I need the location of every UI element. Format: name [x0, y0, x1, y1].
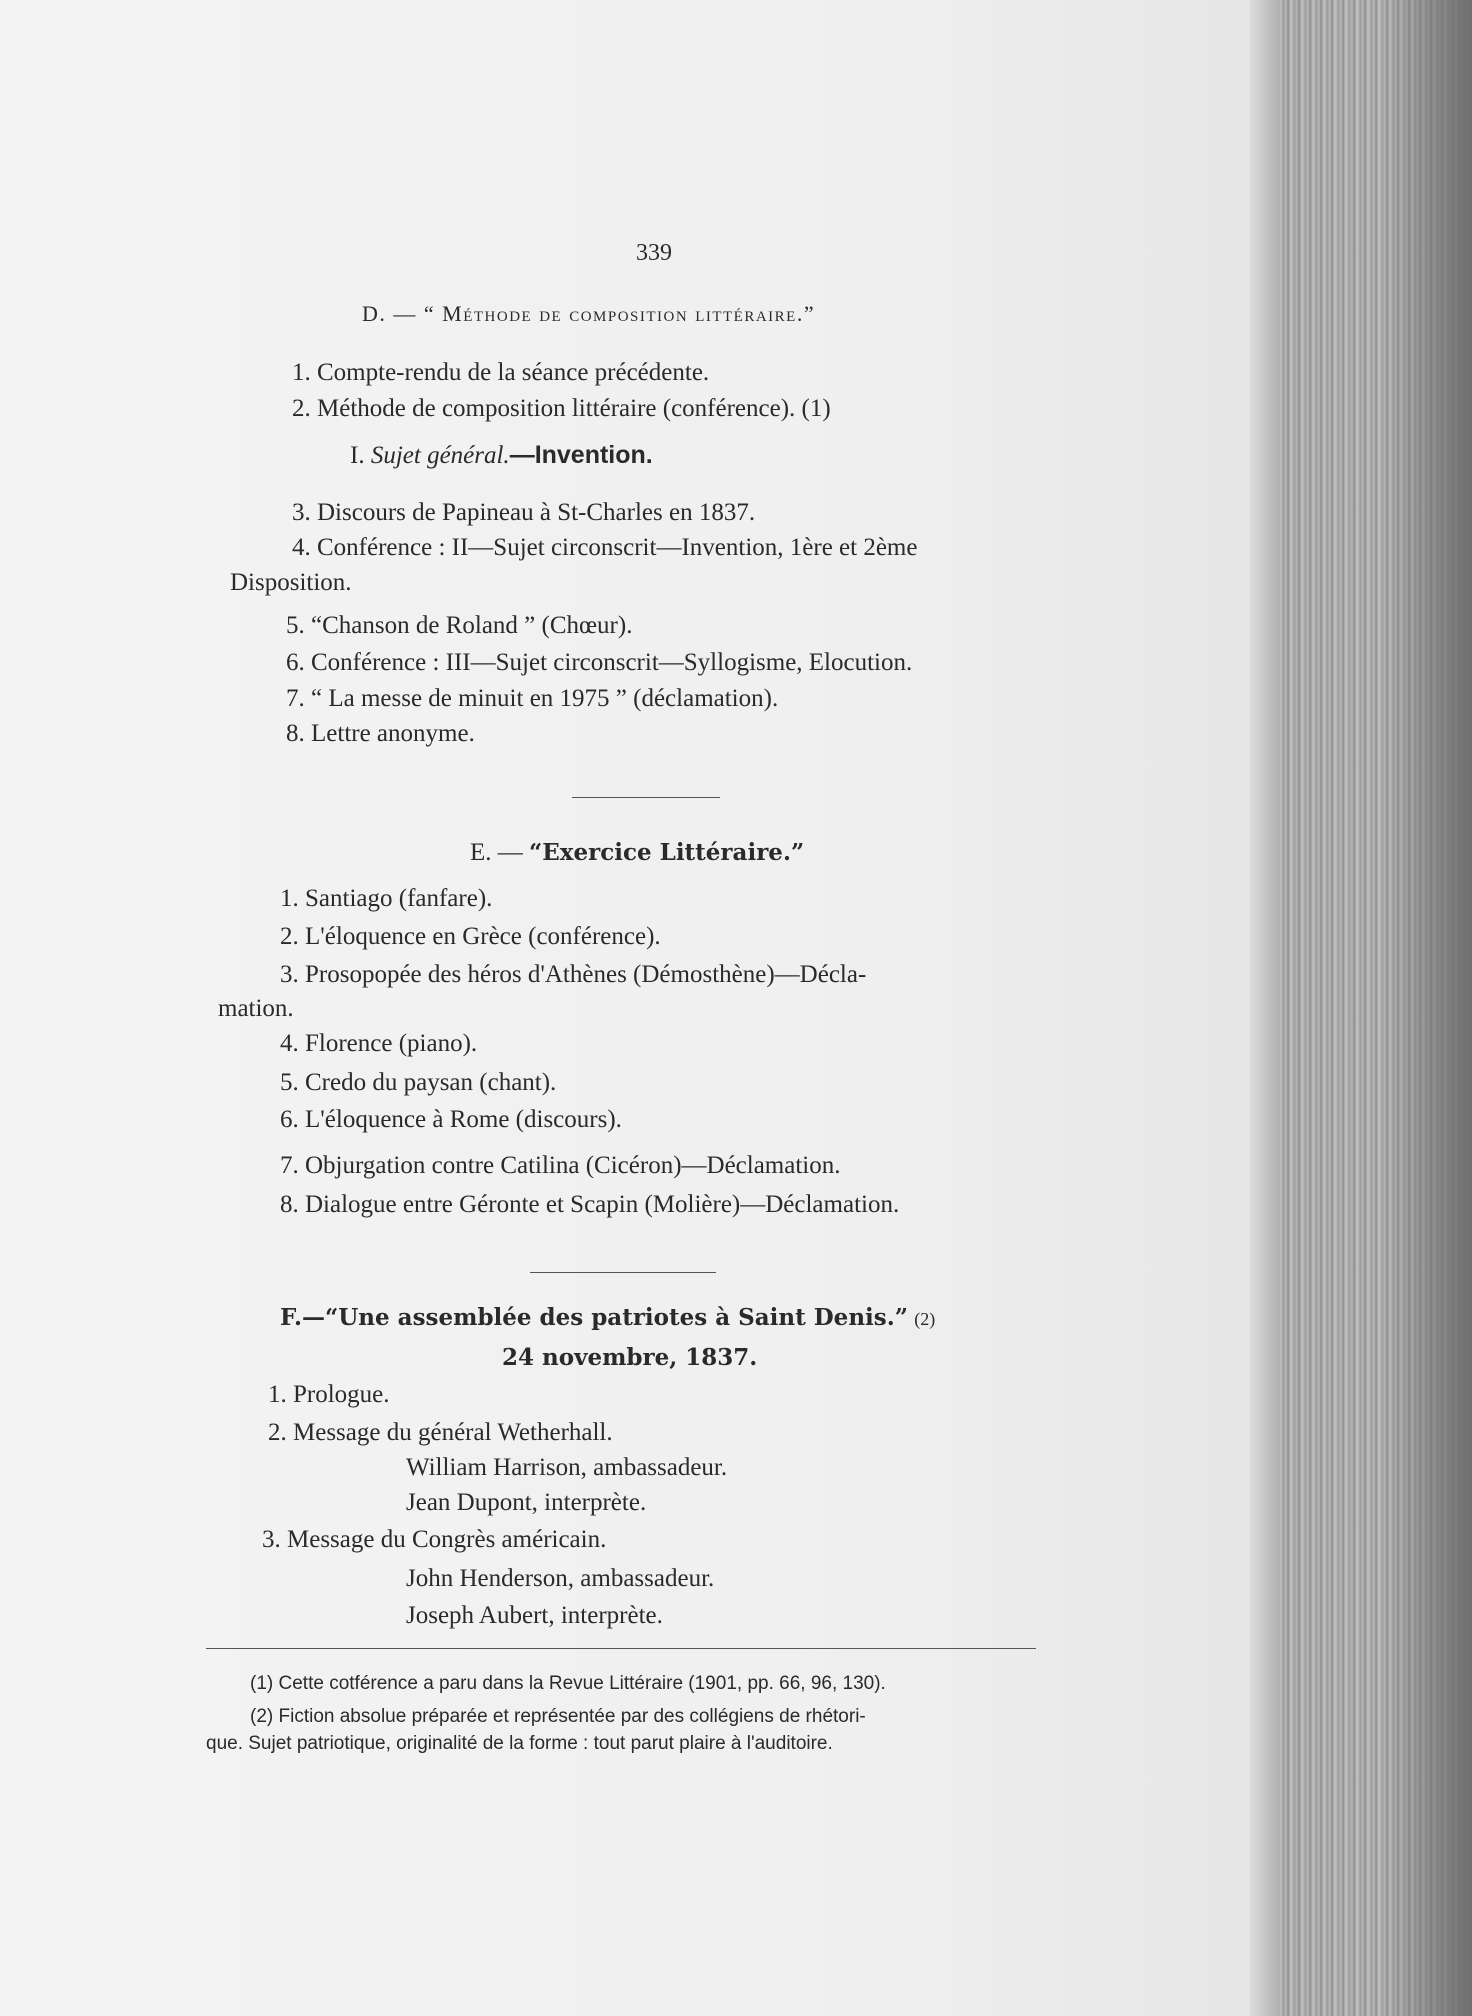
- footnote-2-cont: que. Sujet patriotique, originalité de la forme : tout parut plaire à l'auditoire.: [206, 1733, 833, 1754]
- sub-numeral: I.: [350, 442, 365, 469]
- section-d-item-1: 1. Compte-rendu de la séance précédente.: [292, 359, 710, 386]
- divider-1: [572, 797, 720, 798]
- footnote-rule: [206, 1648, 1036, 1649]
- section-f-item-2: 2. Message du général Wetherhall.: [268, 1419, 613, 1446]
- section-d-item-4: 4. Conférence : II—Sujet circonscrit—Invention, 1ère et 2ème: [292, 534, 918, 561]
- section-d-title: D. — “ Méthode de composition littéraire.”: [362, 301, 816, 326]
- section-e-item-3-cont: mation.: [218, 995, 294, 1022]
- section-e-title: [470, 840, 804, 865]
- section-e-prefix: E. —: [470, 839, 523, 866]
- footnote-1: (1) Cette cotférence a paru dans la Revue Littéraire (1901, pp. 66, 96, 130).: [250, 1673, 886, 1694]
- section-f-item-3-ambassador: John Henderson, ambassadeur.: [406, 1565, 715, 1592]
- section-d-item-4-cont: Disposition.: [230, 569, 352, 596]
- footnote-2: (2) Fiction absolue préparée et représentée par des collégiens de rhétori-: [250, 1706, 866, 1727]
- section-e-title-bold: “Exercice Littéraire.”: [529, 839, 805, 866]
- section-f-title-text: F.—“Une assemblée des patriotes à Saint Denis.”: [280, 1304, 908, 1331]
- section-e-item-6: 6. L'éloquence à Rome (discours).: [280, 1106, 622, 1133]
- divider-2: [530, 1272, 716, 1273]
- section-d-item-5: 5. “Chanson de Roland ” (Chœur).: [286, 612, 633, 639]
- sub-italic: Sujet général.: [370, 442, 510, 469]
- section-d-item-7: 7. “ La messe de minuit en 1975 ” (déclamation).: [286, 685, 779, 712]
- section-e-item-7: 7. Objurgation contre Catilina (Cicéron)—Déclamation.: [280, 1152, 841, 1179]
- section-d-item-3: 3. Discours de Papineau à St-Charles en 1837.: [292, 499, 756, 526]
- section-d-item-8: 8. Lettre anonyme.: [286, 720, 475, 747]
- section-d-item-2: 2. Méthode de composition littéraire (conférence). (1): [292, 395, 831, 422]
- section-f-item-2-interpreter: Jean Dupont, interprète.: [406, 1489, 647, 1516]
- section-e-item-3: 3. Prosopopée des héros d'Athènes (Démosthène)—Décla-: [280, 961, 867, 988]
- section-d-item-6: 6. Conférence : III—Sujet circonscrit—Syllogisme, Elocution.: [286, 649, 913, 676]
- section-e-item-4: 4. Florence (piano).: [280, 1030, 478, 1057]
- book-page-edges: [1250, 0, 1472, 2016]
- section-f-date: 24 novembre, 1837.: [502, 1344, 758, 1371]
- section-f-item-1: 1. Prologue.: [268, 1381, 390, 1408]
- section-e-item-8: 8. Dialogue entre Géronte et Scapin (Molière)—Déclamation.: [280, 1191, 900, 1218]
- section-f-title-note: (2): [914, 1309, 936, 1329]
- section-d-subheading: [350, 443, 653, 468]
- section-f-item-3-interpreter: Joseph Aubert, interprète.: [406, 1602, 663, 1629]
- section-e-item-5: 5. Credo du paysan (chant).: [280, 1069, 557, 1096]
- section-f-item-3: 3. Message du Congrès américain.: [262, 1526, 607, 1553]
- sub-bold: —Invention.: [509, 441, 653, 469]
- section-e-item-1: 1. Santiago (fanfare).: [280, 885, 493, 912]
- page-number: 339: [636, 240, 672, 266]
- section-e-item-2: 2. L'éloquence en Grèce (conférence).: [280, 923, 661, 950]
- section-f-item-2-ambassador: William Harrison, ambassadeur.: [406, 1454, 728, 1481]
- section-f-title: [280, 1305, 935, 1330]
